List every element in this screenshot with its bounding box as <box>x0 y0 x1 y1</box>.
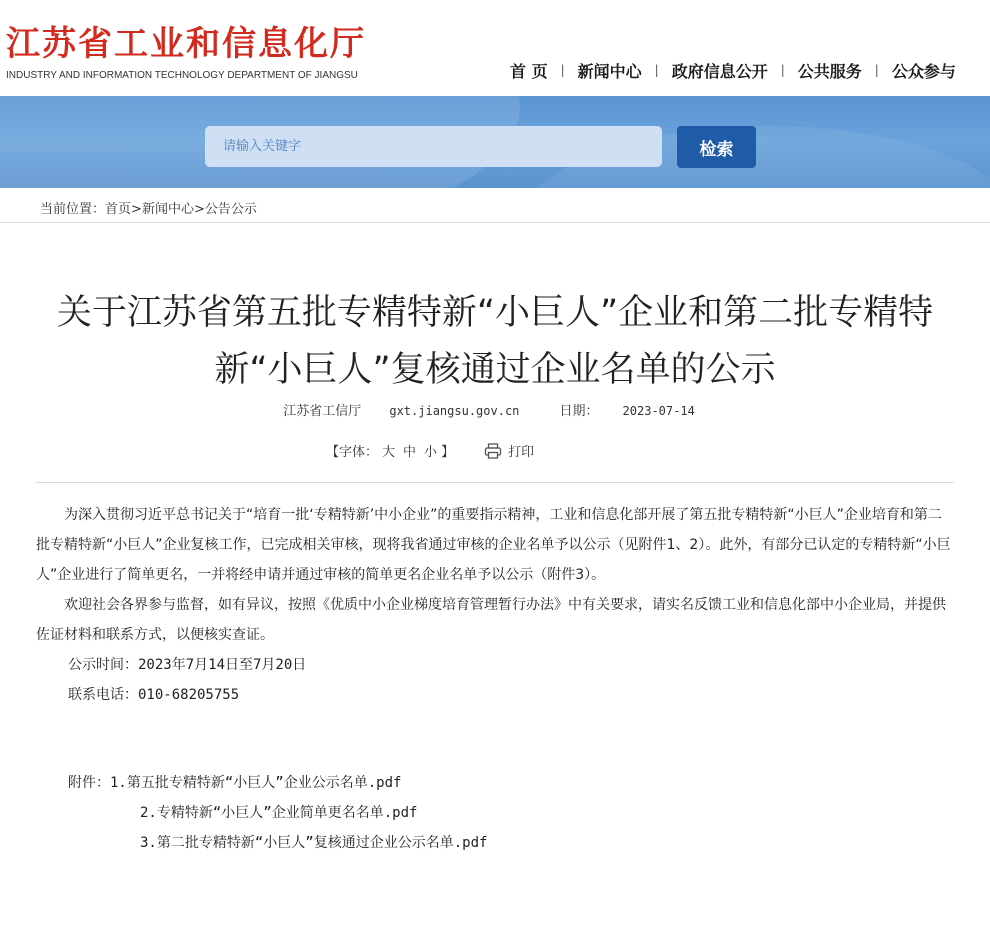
article-site: gxt.jiangsu.gov.cn <box>389 404 520 418</box>
font-size-large[interactable]: 大 <box>382 445 396 460</box>
font-size-close: 】 <box>441 445 455 460</box>
breadcrumb-notices[interactable]: 公告公示 <box>204 202 257 217</box>
nav-item-participation[interactable]: 公众参与 <box>891 61 956 81</box>
nav-separator: | <box>560 63 565 77</box>
article-title: 关于江苏省第五批专精特新“小巨人”企业和第二批专精特新“小巨人”复核通过企业名单的公示 <box>56 293 934 391</box>
main-nav <box>497 58 969 82</box>
font-size-medium[interactable]: 中 <box>403 445 417 460</box>
attachment-row <box>68 772 401 792</box>
nav-item-news[interactable]: 新闻中心 <box>577 61 642 81</box>
article-body <box>36 500 954 710</box>
nav-separator: | <box>780 63 785 77</box>
breadcrumb-prefix: 当前位置： <box>40 202 106 217</box>
breadcrumb-news[interactable]: 新闻中心 <box>141 202 194 217</box>
breadcrumb-divider <box>0 222 990 223</box>
attachments-label: 附件： <box>68 775 110 791</box>
print-button[interactable] <box>484 441 534 460</box>
search-button[interactable]: 检索 <box>677 126 756 168</box>
article-date-label: 日期： <box>559 404 599 419</box>
article-date-group <box>548 404 707 419</box>
nav-item-home[interactable]: 首 页 <box>510 61 548 81</box>
breadcrumb <box>40 198 257 217</box>
attachment-link[interactable]: 1.第五批专精特新“小巨人”企业公示名单.pdf <box>110 775 402 791</box>
breadcrumb-home[interactable]: 首页 <box>105 202 132 217</box>
site-logo-title[interactable]: 江苏省工业和信息化厅 <box>6 24 366 64</box>
article-paragraph: 欢迎社会各界参与监督，如有异议，按照《优质中小企业梯度培育管理暂行办法》中有关要求，请实名反馈工业和信息化部中小企业局，并提供佐证材料和联系方式，以便核实查证。 <box>36 597 946 643</box>
printer-icon <box>484 443 502 459</box>
site-logo-subtitle: INDUSTRY AND INFORMATION TECHNOLOGY DEPARTMENT OF JIANGSU <box>6 70 358 81</box>
nav-separator: | <box>654 63 659 77</box>
font-size-label: 【字体： <box>326 445 379 460</box>
article-source: 江苏省工信厅 <box>283 404 362 419</box>
font-size-small[interactable]: 小 <box>424 445 438 460</box>
site-header <box>0 0 990 96</box>
attachment-link[interactable]: 2.专精特新“小巨人”企业简单更名名单.pdf <box>140 805 418 821</box>
article-meta <box>0 400 990 419</box>
article-tools <box>326 441 534 460</box>
nav-item-public-service[interactable]: 公共服务 <box>797 61 862 81</box>
breadcrumb-separator: > <box>131 202 142 217</box>
breadcrumb-separator: > <box>193 202 205 217</box>
print-label: 打印 <box>508 445 535 460</box>
search-banner <box>0 96 990 188</box>
search-input[interactable] <box>205 126 662 167</box>
attachment-row <box>140 802 417 822</box>
article-paragraph: 为深入贯彻习近平总书记关于“培育一批‘专精特新’中小企业”的重要指示精神，工业和信息化部开展了第五批专精特新“小巨人”企业培育和第二批专精特新“小巨人”企业复核工作，已完成相关审核，现将我省通过审核的企业名单予以公示（见附件1、2）。此外，有部分已认定的专精特新“小巨人”企业进行了简单更名，一并将经申请并通过审核的简单更名企业名单予以公示（附件3）。 <box>36 507 951 583</box>
article-date: 2023-07-14 <box>622 404 695 418</box>
notice-period: 公示时间：2023年7月14日至7月20日 <box>68 657 307 673</box>
attachment-row <box>140 832 487 852</box>
nav-item-gov-info[interactable]: 政府信息公开 <box>671 61 768 81</box>
nav-separator: | <box>874 63 879 77</box>
contact-phone: 联系电话：010-68205755 <box>68 687 240 703</box>
attachment-link[interactable]: 3.第二批专精特新“小巨人”复核通过企业公示名单.pdf <box>140 835 488 851</box>
content-divider <box>36 482 954 483</box>
